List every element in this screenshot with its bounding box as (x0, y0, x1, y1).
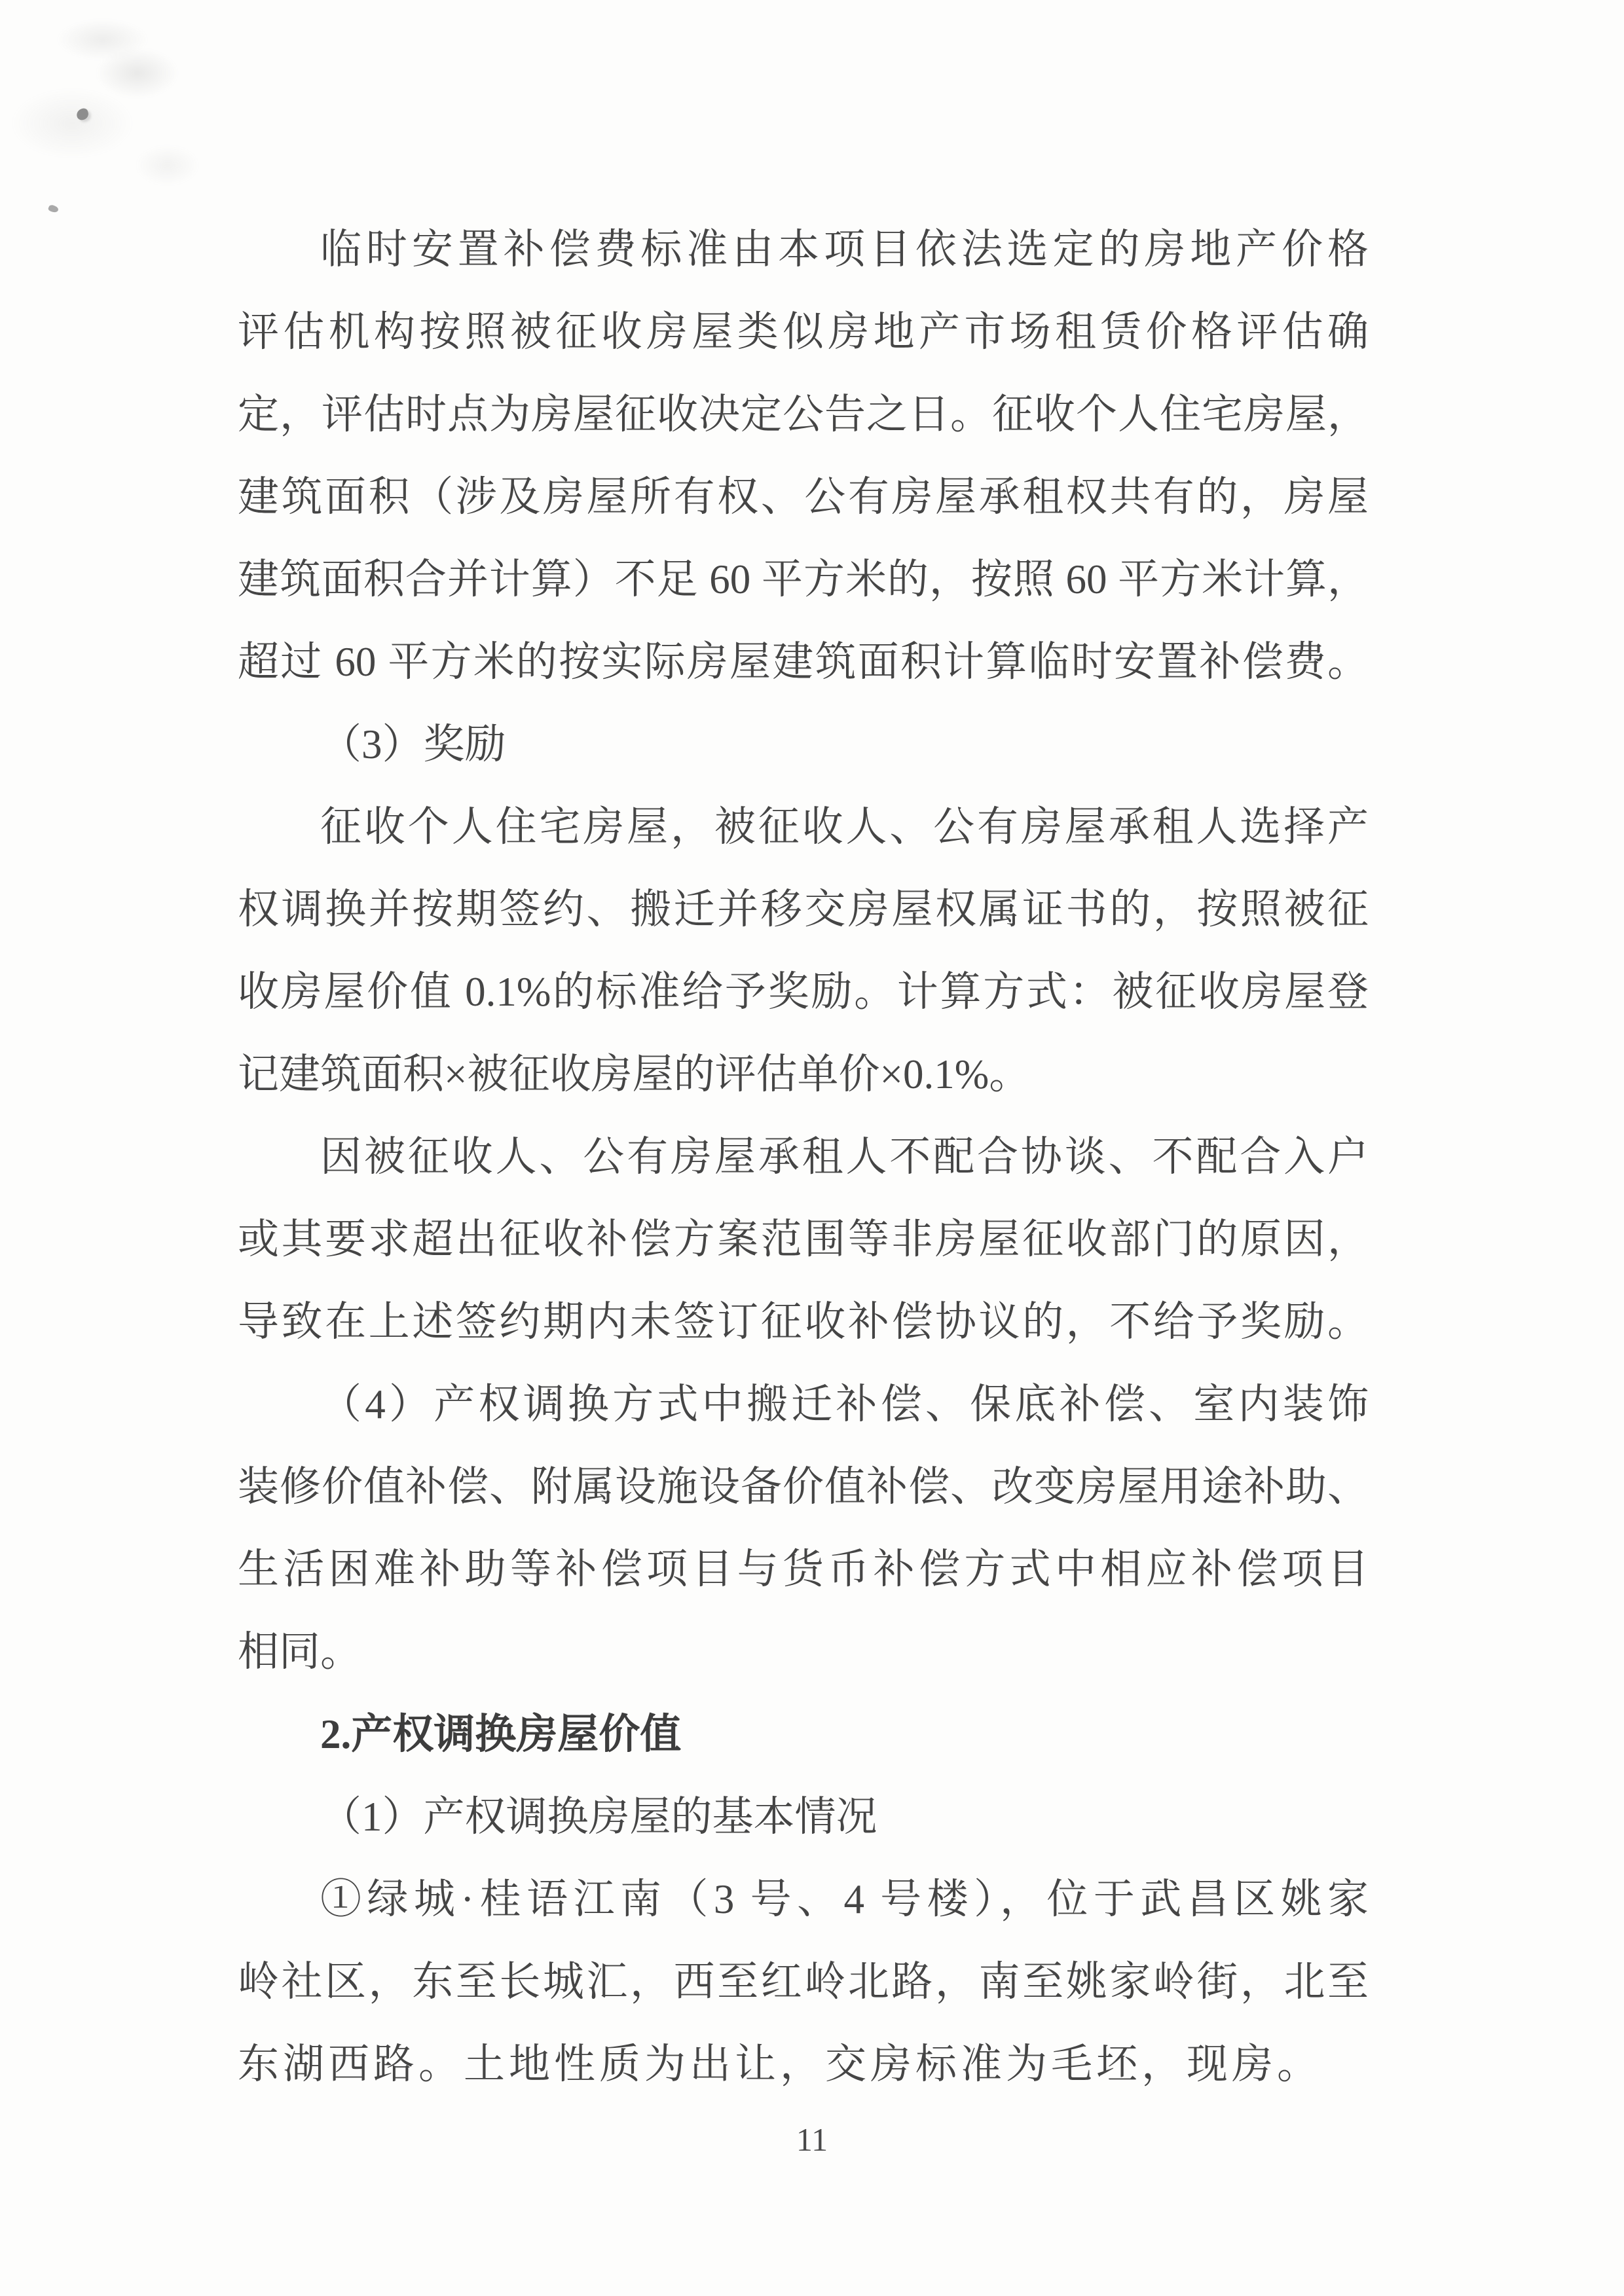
text-line: 建筑面积合并计算）不足 60 平方米的，按照 60 平方米计算， (238, 556, 1369, 602)
page-number: 11 (796, 2121, 828, 2158)
text-line: 征收个人住宅房屋，被征收人、公有房屋承租人选择产 (320, 804, 1369, 850)
text-line: 收房屋价值 0.1%的标准给予奖励。计算方式：被征收房屋登 (238, 969, 1369, 1015)
section-heading: 2.产权调换房屋价值 (320, 1711, 682, 1757)
text-line: 生活困难补助等补偿项目与货币补偿方式中相应补偿项目 (238, 1546, 1369, 1592)
document-body (238, 208, 1369, 2105)
text-line: ①绿城·桂语江南（3 号、4 号楼），位于武昌区姚家 (320, 1876, 1369, 1922)
text-line: 东湖西路。土地性质为出让，交房标准为毛坯，现房。 (238, 2041, 1322, 2087)
text-line-subheading: （4）产权调换方式中搬迁补偿、保底补偿、室内装饰 (320, 1381, 1369, 1427)
text-line: 相同。 (238, 1629, 361, 1675)
text-line: 评估机构按照被征收房屋类似房地产市场租赁价格评估确 (238, 309, 1369, 355)
text-line: 装修价值补偿、附属设施设备价值补偿、改变房屋用途补助、 (238, 1464, 1369, 1510)
text-line: 记建筑面积×被征收房屋的评估单价×0.1%。 (238, 1051, 1031, 1097)
text-line: 导致在上述签约期内未签订征收补偿协议的，不给予奖励。 (238, 1299, 1369, 1345)
text-line: 超过 60 平方米的按实际房屋建筑面积计算临时安置补偿费。 (238, 639, 1369, 685)
text-line: 或其要求超出征收补偿方案范围等非房屋征收部门的原因， (238, 1216, 1369, 1262)
text-line: 因被征收人、公有房屋承租人不配合协谈、不配合入户 (320, 1134, 1369, 1180)
text-line: 临时安置补偿费标准由本项目依法选定的房地产价格 (320, 227, 1369, 272)
scan-smudge-artifact (12, 14, 228, 224)
text-line: 岭社区，东至长城汇，西至红岭北路，南至姚家岭街，北至 (238, 1959, 1369, 2005)
text-line-subheading: （3）奖励 (320, 721, 506, 767)
text-line: 权调换并按期签约、搬迁并移交房屋权属证书的，按照被征 (238, 886, 1369, 932)
text-line-subheading: （1）产权调换房屋的基本情况 (320, 1794, 877, 1840)
text-line: 定，评估时点为房屋征收决定公告之日。征收个人住宅房屋， (238, 392, 1369, 437)
text-line: 建筑面积（涉及房屋所有权、公有房屋承租权共有的，房屋 (238, 474, 1369, 520)
